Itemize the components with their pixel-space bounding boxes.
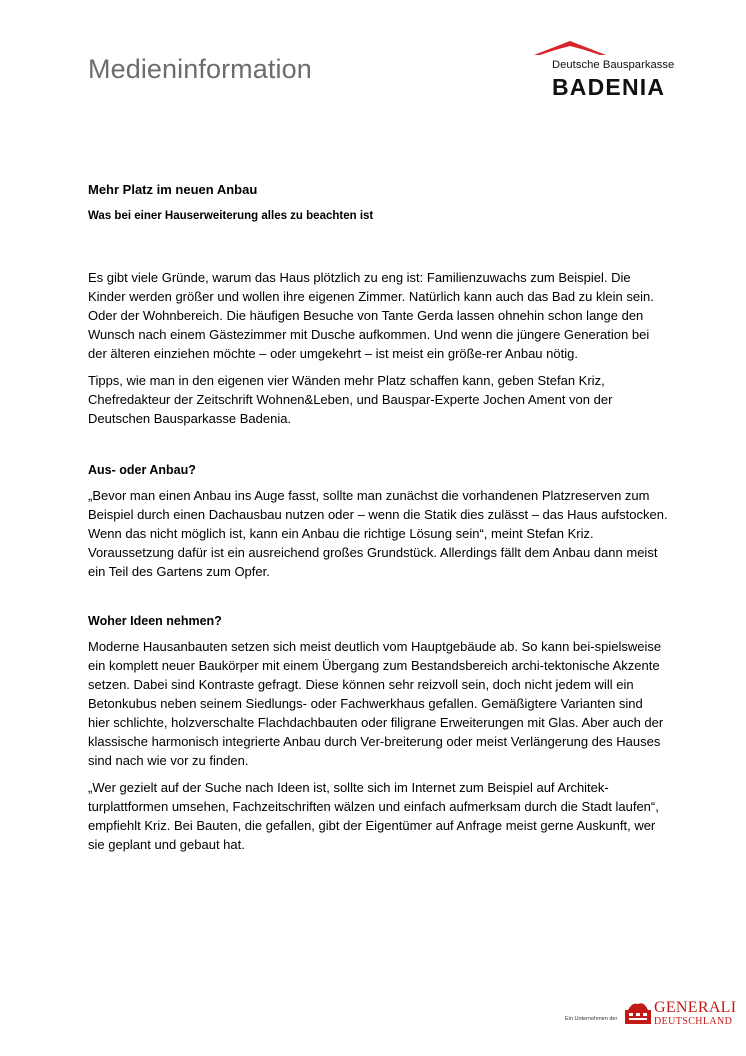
section-title: Woher Ideen nehmen? xyxy=(88,614,222,628)
footer-generali-logo xyxy=(565,998,735,1028)
intro-paragraph: Es gibt viele Gründe, warum das Haus plötzlich zu eng ist: Familienzuwachs zum Beispiel. Die Kinder werden größer und wollen ihre eigenen Zimmer. Natürlich kann auch das Bad zu klein sein. Oder der Wohnbereich. Die häufigen Besuche von Tante Gerda lassen ohnehin schon lange den Wunsch nach einem Gästezimmer mit Dusche aufkommen. Und wenn die jüngere Generation bei der älteren einziehen möchte – oder umgekehrt – ist meist ein größe-rer Anbau nötig. xyxy=(88,270,654,361)
badenia-logo xyxy=(552,40,688,108)
article xyxy=(88,180,668,862)
logo-name: BADENIA xyxy=(552,74,666,100)
section-title: Aus- oder Anbau? xyxy=(88,463,196,477)
page-title: Medieninformation xyxy=(88,54,312,84)
footer-small-text: Ein Unternehmen der xyxy=(565,1016,618,1022)
article-headline: Mehr Platz im neuen Anbau xyxy=(88,182,258,197)
footer-brand-sub: DEUTSCHLAND xyxy=(654,1016,733,1027)
footer-brand: GENERALI xyxy=(654,999,737,1016)
section-paragraph: Moderne Hausanbauten setzen sich meist deutlich vom Hauptgebäude ab. So kann bei-spielsweise ein komplett neuer Baukörper mit einem Übergang zum Bestandsbereich archi-tektonische Akzente setzen. Dabei sind Kontraste gefragt. Diese können sehr reizvoll sein, doch nicht jedem will ein Betonkubus neben seinem Siedlungs- oder Fachwerkhaus gefallen. Gemäßigtere Varianten sind hier schlichte, holzverschalte Flachdachbauten oder filigrane Erweiterungen mit Glas. Aber auch der klassische harmonisch integrierte Anbau durch Ver-breiterung oder meist Verlängerung des Hauses sind nach wie vor zu finden. xyxy=(88,639,664,768)
section-paragraph: „Bevor man einen Anbau ins Auge fasst, sollte man zunächst die vorhandenen Platzreserven zum Beispiel durch einen Dachausbau nutzen oder – wenn die Statik dies zulässt – das Haus aufstocken. Wenn das nicht möglich ist, kann ein Anbau die richtige Lösung sein“, meint Stefan Kriz. Voraussetzung dafür ist ein ausreichend großes Grundstück. Allerdings fällt dem Anbau dann meist ein Teil des Gartens zum Opfer. xyxy=(88,488,668,579)
roof-icon xyxy=(534,40,606,56)
lion-emblem-icon xyxy=(624,1000,652,1026)
logo-subtitle: Deutsche Bausparkasse xyxy=(552,59,675,71)
section-paragraph: „Wer gezielt auf der Suche nach Ideen ist, sollte sich im Internet zum Beispiel auf Architek-turplattformen umsehen, Fachzeitschriften wälzen und einfach aufmerksam durch die Stadt laufen“, empfiehlt Kriz. Bei Bauten, die gefallen, gibt der Eigentümer auf Anfrage meist gerne Auskunft, wer sie geplant und gebaut hat. xyxy=(88,780,659,852)
intro-paragraph: Tipps, wie man in den eigenen vier Wänden mehr Platz schaffen kann, geben Stefan Kriz, Chefredakteur der Zeitschrift Wohnen&Leben, und Bauspar-Experte Jochen Ament von der Deutschen Bausparkasse Badenia. xyxy=(88,373,613,426)
article-subheadline: Was bei einer Hauserweiterung alles zu beachten ist xyxy=(88,210,374,222)
